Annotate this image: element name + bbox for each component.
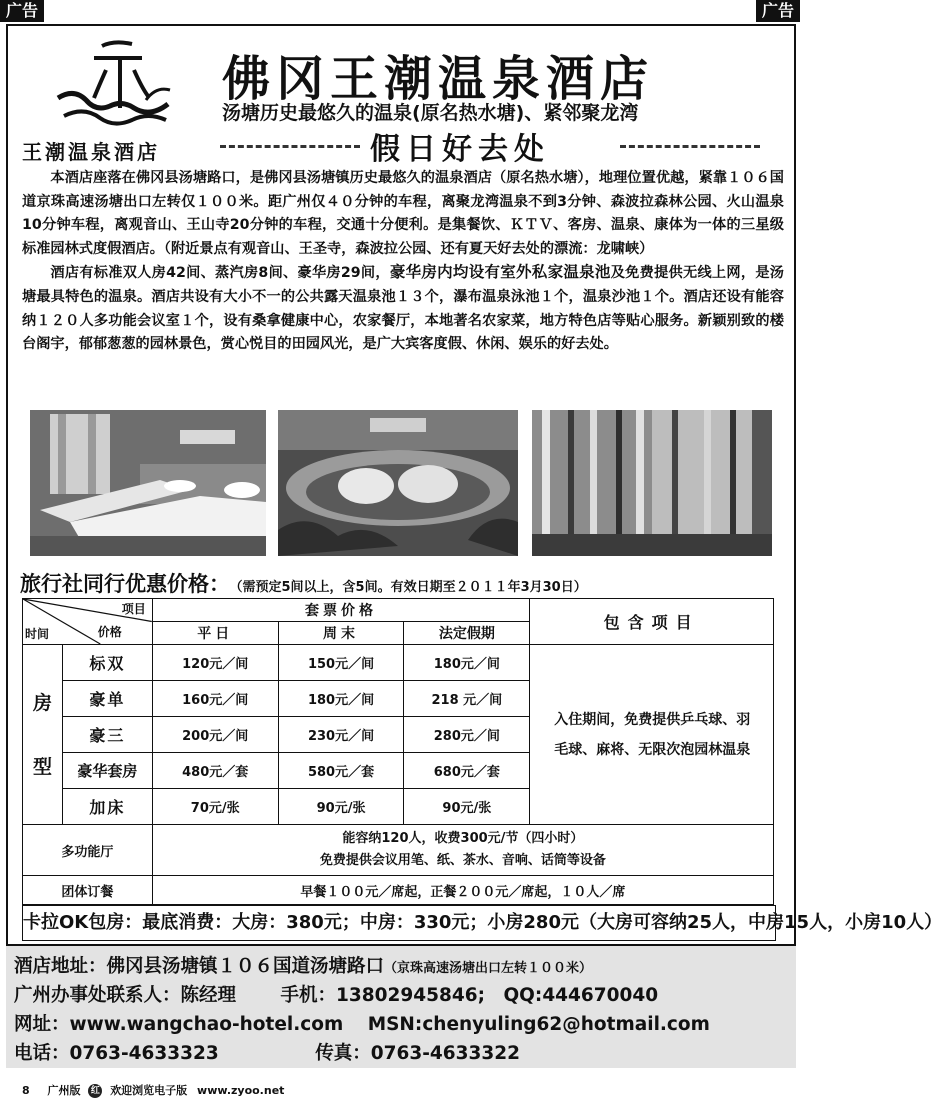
fax: 0763-4633322 [370,1043,521,1064]
rate-weekday: 200元／间 [152,717,278,753]
divider [620,145,760,148]
contact-block [6,946,796,1068]
rate-weekday: 120元／间 [152,645,278,681]
intro-p2-end: 及免费提供无线上网，是汤塘最具特色的温泉。酒店共设有大小不一的公共露天温泉池１３个，瀑布温泉泳池１个，温泉沙池１个。酒店还设有能容纳１２０人多功能会议室１个，设有桑拿健康中心，农家餐厅，本地著名农家菜，地方特色店等贴心服务。新颖别致的楼台阁宇，郁郁葱葱的园林景色，赏心悦目的田园风光，是广大宾客度假、休闲、娱乐的好去处。 [22,265,784,353]
table-row [23,825,774,876]
address-note: （京珠高速汤塘出口左转１００米） [384,961,593,976]
slogan-row [220,124,780,167]
office-person: 陈经理 [180,985,237,1006]
table-corner-cell [23,599,153,645]
rate-weekday: 160元／间 [152,681,278,717]
corner-price-label: 价格 [97,625,122,639]
web-label: 网址： [14,1014,70,1035]
page-number: 8 [22,1084,30,1097]
hotel-logo-icon [50,38,180,134]
room-name: 豪三 [62,717,152,753]
multifunction-hall-label: 多功能厅 [23,825,153,876]
rate-holiday: 218 元／间 [404,681,530,717]
price-heading: 旅行社同行优惠价格： [20,572,230,596]
rate-holiday: 680元／套 [404,753,530,789]
mf-line-2: 免费提供会议用笔、纸、茶水、音响、话筒等设备 [319,853,606,868]
holiday-header: 法定假期 [404,622,530,645]
rate-holiday: 90元/张 [404,789,530,825]
included-items: 入住期间，免费提供乒乓球、羽毛球、麻将、无限次泡园林温泉 [530,645,774,825]
footer-site[interactable]: www.zyoo.net [197,1084,285,1097]
intro-paragraph-1: 本酒店座落在佛冈县汤塘路口，是佛冈县汤塘镇历史最悠久的温泉酒店（原名热水塘），地理位置优越，紧靠１０６国道京珠高速汤塘出口左转仅１００米。距广州仅４０分钟的车程，离聚龙湾温泉不到3分钟、森波拉森林公园、火山温泉10分钟车程，离观音山、王山寺20分钟的车程，交通十分便利。是集餐饮、ＫＴＶ、客房、温泉、康体为一体的三星级标准园林式度假酒店。（附近景点有观音山、王圣寺，森波拉公园、还有夏天好去处的漂流：龙啸峡） [22,170,784,257]
fax-label: 传真： [315,1043,371,1064]
intro-text [22,167,784,357]
package-price-header: 套票价格 [152,599,529,622]
phone-label: 电话： [14,1043,70,1064]
divider [220,145,360,148]
room-type-label [23,645,63,825]
page-footer [22,1082,284,1098]
room-type-char-2: 型 [32,755,52,778]
ad-tag-left: 广告 [0,0,44,22]
price-note: （需预定5间以上，含5间。有效日期至２０１１年3月30日） [236,580,587,595]
room-name: 标双 [62,645,152,681]
mf-line-1: 能容纳120人，收费300元/节（四小时） [342,831,584,846]
weekday-header: 平日 [152,622,278,645]
intro-highlight: 豪华房内均设有室外私家温泉池 [389,263,611,282]
edition: 广州版 [47,1084,81,1097]
table-row [23,645,774,681]
address-row [14,952,592,978]
hotel-subtitle: 汤塘历史最悠久的温泉(原名热水塘)、紧邻聚龙湾 [222,102,639,124]
photo-guest-room [30,410,266,556]
rate-weekend: 150元／间 [278,645,404,681]
price-heading-row [20,568,587,598]
qq: 444670040 [542,985,659,1006]
footer-slogan: 欢迎浏览电子版 [110,1084,188,1097]
address: 佛冈县汤塘镇１０６国道汤塘路口 [106,956,385,977]
rate-weekend: 90元/张 [278,789,404,825]
table-row [23,876,774,905]
intro-paragraph-2 [22,261,784,356]
rate-weekday: 480元／套 [152,753,278,789]
slogan: 假日好去处 [370,132,550,167]
publication-badge-icon: 红 [88,1084,102,1098]
group-dining-label: 团体订餐 [23,876,153,905]
qq-label: QQ: [503,985,543,1006]
web-row [14,1010,710,1036]
group-dining-info: 早餐１００元／席起，正餐２００元／席起，１０人／席 [152,876,773,905]
office-label: 广州办事处联系人： [14,985,181,1006]
included-header: 包含项目 [530,599,774,645]
room-name: 加床 [62,789,152,825]
corner-item-label: 项目 [121,602,146,616]
phone-row [14,1039,520,1065]
price-table [22,598,774,905]
mobile: 13802945846; [336,985,485,1006]
karaoke-info: 卡拉OK包房：最底消费：大房：380元；中房：330元；小房280元（大房可容纳25人，中房15人，小房10人） [22,905,776,941]
hotel-title: 佛冈王潮温泉酒店 [222,51,655,107]
address-label: 酒店地址： [14,956,107,977]
mobile-label: 手机： [280,985,336,1006]
rate-holiday: 280元／间 [404,717,530,753]
multifunction-hall-info [152,825,773,876]
photo-bamboo-garden [532,410,772,556]
rate-holiday: 180元／间 [404,645,530,681]
photo-hot-spring-pool [278,410,518,556]
phone: 0763-4633323 [69,1043,219,1064]
rate-weekend: 230元／间 [278,717,404,753]
rate-weekend: 580元／套 [278,753,404,789]
logo-caption: 王潮温泉酒店 [22,140,160,164]
web-link[interactable]: www.wangchao-hotel.com [69,1014,344,1035]
room-name: 豪单 [62,681,152,717]
rate-weekend: 180元／间 [278,681,404,717]
rate-weekday: 70元/张 [152,789,278,825]
office-row [14,981,658,1007]
ad-tag-right: 广告 [756,0,800,22]
room-type-char-1: 房 [32,691,52,714]
msn-label: MSN: [367,1014,423,1035]
msn: chenyuling62@hotmail.com [422,1014,710,1035]
corner-time-label: 时间 [25,627,50,641]
room-name: 豪华套房 [62,753,152,789]
weekend-header: 周末 [278,622,404,645]
intro-p2-start: 酒店有标准双人房42间、蒸汽房8间、豪华房29间， [50,265,390,282]
